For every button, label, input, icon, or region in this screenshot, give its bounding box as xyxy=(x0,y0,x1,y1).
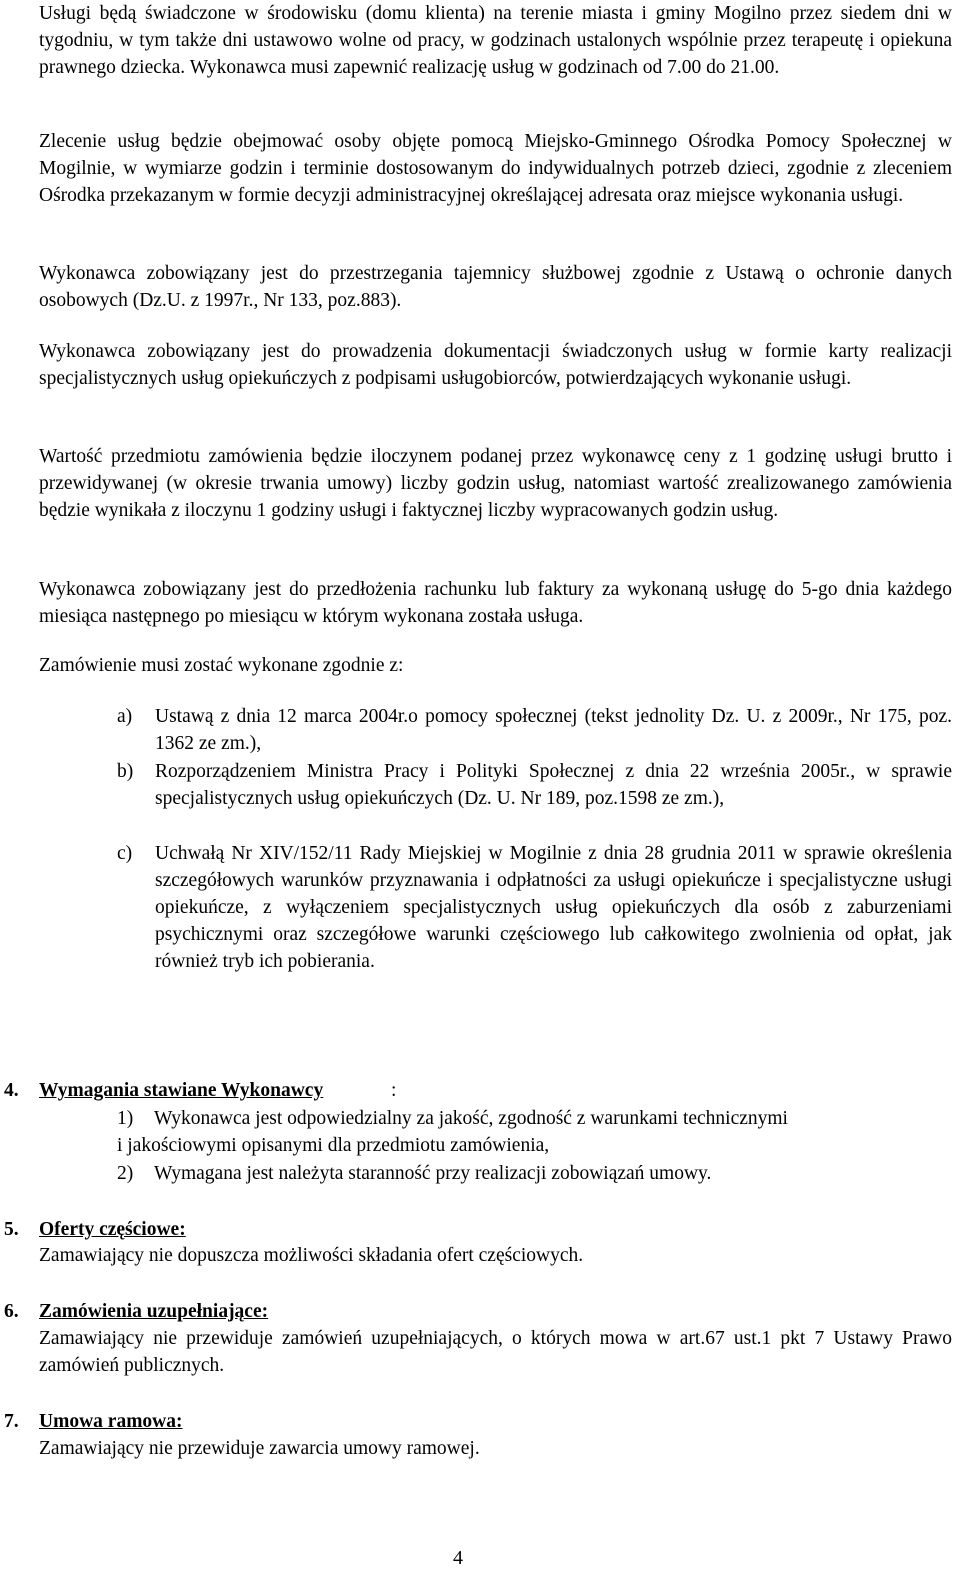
paragraph-order-value: Wartość przedmiotu zamówienia będzie iloczynem podanej przez wykonawcę ceny z 1 godzinę usługi brutto i przewidywanej (w okresie trwania umowy) liczby godzin usług, natomiast wartość zrealizowanego zamówienia będzie wynikała z iloczynu 1 godziny usługi i faktycznej liczby wypracowanych godzin usług. xyxy=(39,446,952,521)
paragraph-invoice: Wykonawca zobowiązany jest do przedłożenia rachunku lub faktury za wykonaną usługę do 5-go dnia każdego miesiąca następnego po miesiącu w którym wykonana została usługa. xyxy=(39,579,952,627)
list-item-label: c) xyxy=(117,843,133,864)
section-body: Zamawiający nie przewiduje zawarcia umowy ramowej. xyxy=(39,1438,480,1459)
paragraph-confidentiality: Wykonawca zobowiązany jest do przestrzegania tajemnicy służbowej zgodnie z Ustawą o ochronie danych osobowych (Dz.U. z 1997r., Nr 133, poz.883). xyxy=(39,263,952,311)
list-item-label: b) xyxy=(117,761,134,782)
requirement-label: 2) xyxy=(117,1163,134,1184)
requirement-label: 1) xyxy=(117,1108,134,1129)
list-item-label: a) xyxy=(117,706,133,727)
paragraph-documentation: Wykonawca zobowiązany jest do prowadzenia dokumentacji świadczonych usług w formie karty realizacji specjalistycznych usług opiekuńczych z podpisami usługobiorców, potwierdzających wykonanie usługi. xyxy=(39,341,952,389)
list-item-text: Ustawą z dnia 12 marca 2004r.o pomocy społecznej (tekst jednolity Dz. U. z 2009r., Nr 175, poz. 1362 ze zm.), xyxy=(155,706,952,754)
section-body: Zamawiający nie dopuszcza możliwości składania ofert częściowych. xyxy=(39,1245,584,1266)
paragraph-service-scope: Zlecenie usług będzie obejmować osoby objęte pomocą Miejsko-Gminnego Ośrodka Pomocy Społecznej w Mogilnie, w wymiarze godzin i terminie dostosowanym do indywidualnych potrzeb dzieci, zgodnie z zleceniem Ośrodka przekazanym w formie decyzji administracyjnej określającej adresata oraz miejsce wykonania usługi. xyxy=(39,131,952,206)
paragraph-service-location: Usługi będą świadczone w środowisku (domu klienta) na terenie miasta i gminy Mogilno przez siedem dni w tygodniu, w tym także dni ustawowo wolne od pracy, w godzinach ustalonych wspólnie przez terapeutę i opiekuna prawnego dziecka. Wykonawca musi zapewnić realizację usług w godzinach od 7.00 do 21.00. xyxy=(39,3,952,78)
section-title-colon: : xyxy=(391,1080,397,1101)
section-title-text: Wymagania stawiane Wykonawcy xyxy=(39,1080,324,1101)
section-body: Zamawiający nie przewiduje zamówień uzupełniających, o których mowa w art.67 ust.1 pkt 7 Ustawy Prawo zamówień publicznych. xyxy=(39,1328,952,1376)
paragraph-compliance-intro: Zamówienie musi zostać wykonane zgodnie z: xyxy=(39,655,404,676)
list-item-text: Rozporządzeniem Ministra Pracy i Polityki Społecznej z dnia 22 września 2005r., w sprawie specjalistycznych usług opiekuńczych (Dz. U. Nr 189, poz.1598 ze zm.), xyxy=(155,761,952,809)
requirement-text: Wykonawca jest odpowiedzialny za jakość, zgodność z warunkami technicznymi xyxy=(154,1108,788,1129)
section-title-framework-agreement: Umowa ramowa: xyxy=(39,1411,183,1432)
list-item-text: Uchwałą Nr XIV/152/11 Rady Miejskiej w Mogilnie z dnia 28 grudnia 2011 w sprawie określenia szczegółowych warunków przyznawania i odpłatności za usługi opiekuńcze i specjalistyczne usługi opiekuńcze, z wyłączeniem specjalistycznych usług opiekuńczych dla osób z zaburzeniami psychicznymi oraz szczegółowe warunki częściowego lub całkowitego zwolnienia od opłat, jak również tryb ich pobierania. xyxy=(155,843,952,972)
section-number: 7. xyxy=(4,1411,19,1432)
page-number: 4 xyxy=(453,1547,463,1569)
requirement-text-continued: i jakościowymi opisanymi dla przedmiotu zamówienia, xyxy=(117,1135,550,1156)
section-title-supplementary-orders: Zamówienia uzupełniające: xyxy=(39,1301,269,1322)
requirement-text: Wymagana jest należyta staranność przy realizacji zobowiązań umowy. xyxy=(154,1163,712,1184)
section-title-requirements xyxy=(39,1077,323,1104)
section-number: 5. xyxy=(4,1219,19,1240)
section-number: 4. xyxy=(4,1080,19,1101)
section-number: 6. xyxy=(4,1301,19,1322)
section-title-partial-offers: Oferty częściowe: xyxy=(39,1219,186,1240)
